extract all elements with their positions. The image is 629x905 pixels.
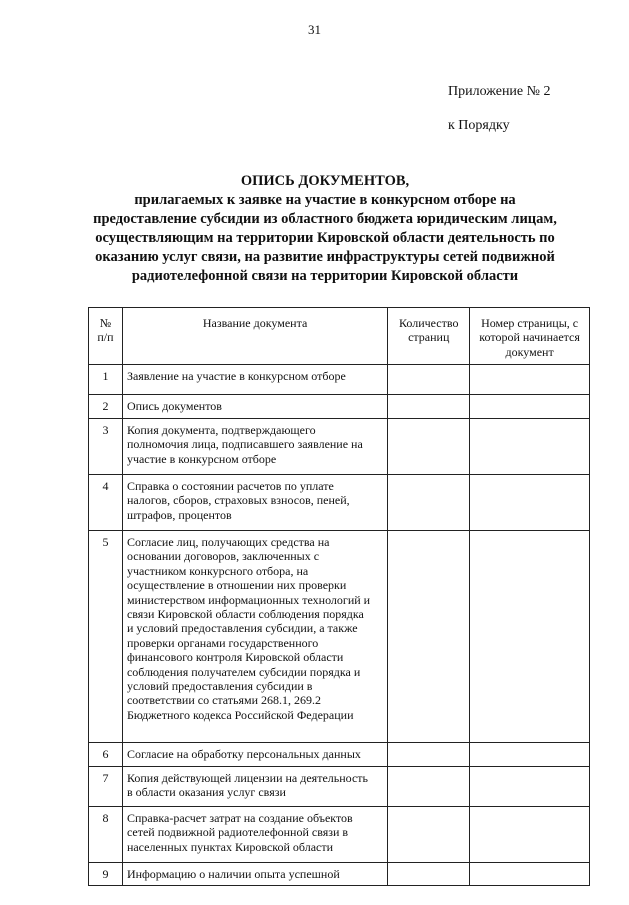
- row-page-count: [388, 807, 470, 863]
- table-row: [89, 767, 590, 807]
- row-document-name: Информацию о наличии опыта успешной: [122, 863, 387, 886]
- row-page-count: [388, 531, 470, 743]
- row-document-name: Согласие лиц, получающих средства на основании договоров, заключенных с участником конкурсного отбора, на осуществление в отношении них проверки министерством информационных технологий и связи Кировской области соблюдения порядка и условий предоставления субсидии, а также проверки органами государственного финансового контроля Кировской области соблюдения получателем субсидии порядка и условий предоставления субсидии в соответствии со статьями 268.1, 269.2 Бюджетного кодекса Российской Федерации: [122, 531, 387, 743]
- row-start-page: [470, 863, 590, 886]
- title-line: оказанию услуг связи, на развитие инфраструктуры сетей подвижной: [95, 249, 555, 265]
- appendix-label: Приложение № 2: [448, 84, 551, 99]
- row-number: 4: [89, 475, 123, 531]
- row-start-page: [470, 807, 590, 863]
- header-number: № п/п: [89, 308, 123, 365]
- row-document-name: Копия документа, подтверждающего полномочия лица, подписавшего заявление на участие в конкурсном отборе: [122, 419, 387, 475]
- table-row: [89, 807, 590, 863]
- row-number: 6: [89, 743, 123, 767]
- row-document-name: Справка о состоянии расчетов по уплате налогов, сборов, страховых взносов, пеней, штрафов, процентов: [122, 475, 387, 531]
- page-number: 31: [308, 22, 321, 37]
- document-title: [80, 172, 570, 286]
- row-start-page: [470, 419, 590, 475]
- header-page-count: Количество страниц: [388, 308, 470, 365]
- row-number: 5: [89, 531, 123, 743]
- row-number: 9: [89, 863, 123, 886]
- table-row: [89, 531, 590, 743]
- header-document-name: Название документа: [122, 308, 387, 365]
- title-line: радиотелефонной связи на территории Кировской области: [131, 268, 519, 284]
- title-line: предоставление субсидии из областного бюджета юридическим лицам,: [93, 211, 557, 227]
- row-start-page: [470, 475, 590, 531]
- documents-table: [88, 307, 590, 886]
- row-number: 3: [89, 419, 123, 475]
- table-row: [89, 863, 590, 886]
- row-document-name: Копия действующей лицензии на деятельность в области оказания услуг связи: [122, 767, 387, 807]
- row-number: 1: [89, 365, 123, 395]
- row-start-page: [470, 365, 590, 395]
- row-start-page: [470, 767, 590, 807]
- row-document-name: Заявление на участие в конкурсном отборе: [122, 365, 387, 395]
- row-page-count: [388, 475, 470, 531]
- table-row: [89, 743, 590, 767]
- row-number: 7: [89, 767, 123, 807]
- row-start-page: [470, 395, 590, 419]
- table-row: [89, 365, 590, 395]
- table-row: [89, 475, 590, 531]
- title-line: осуществляющим на территории Кировской области деятельность по: [95, 230, 555, 246]
- row-number: 2: [89, 395, 123, 419]
- row-page-count: [388, 863, 470, 886]
- row-page-count: [388, 419, 470, 475]
- appendix-reference: к Порядку: [448, 118, 510, 133]
- row-page-count: [388, 395, 470, 419]
- header-start-page: Номер страницы, с которой начинается документ: [470, 308, 590, 365]
- table-header-row: [89, 308, 590, 365]
- row-start-page: [470, 743, 590, 767]
- row-page-count: [388, 743, 470, 767]
- row-document-name: Опись документов: [122, 395, 387, 419]
- row-start-page: [470, 531, 590, 743]
- row-page-count: [388, 767, 470, 807]
- title-line: прилагаемых к заявке на участие в конкурсном отборе на: [134, 192, 516, 208]
- row-page-count: [388, 365, 470, 395]
- row-document-name: Согласие на обработку персональных данных: [122, 743, 387, 767]
- table-row: [89, 419, 590, 475]
- row-document-name: Справка-расчет затрат на создание объектов сетей подвижной радиотелефонной связи в населенных пунктах Кировской области: [122, 807, 387, 863]
- row-number: 8: [89, 807, 123, 863]
- table-row: [89, 395, 590, 419]
- title-line: ОПИСЬ ДОКУМЕНТОВ,: [240, 173, 410, 189]
